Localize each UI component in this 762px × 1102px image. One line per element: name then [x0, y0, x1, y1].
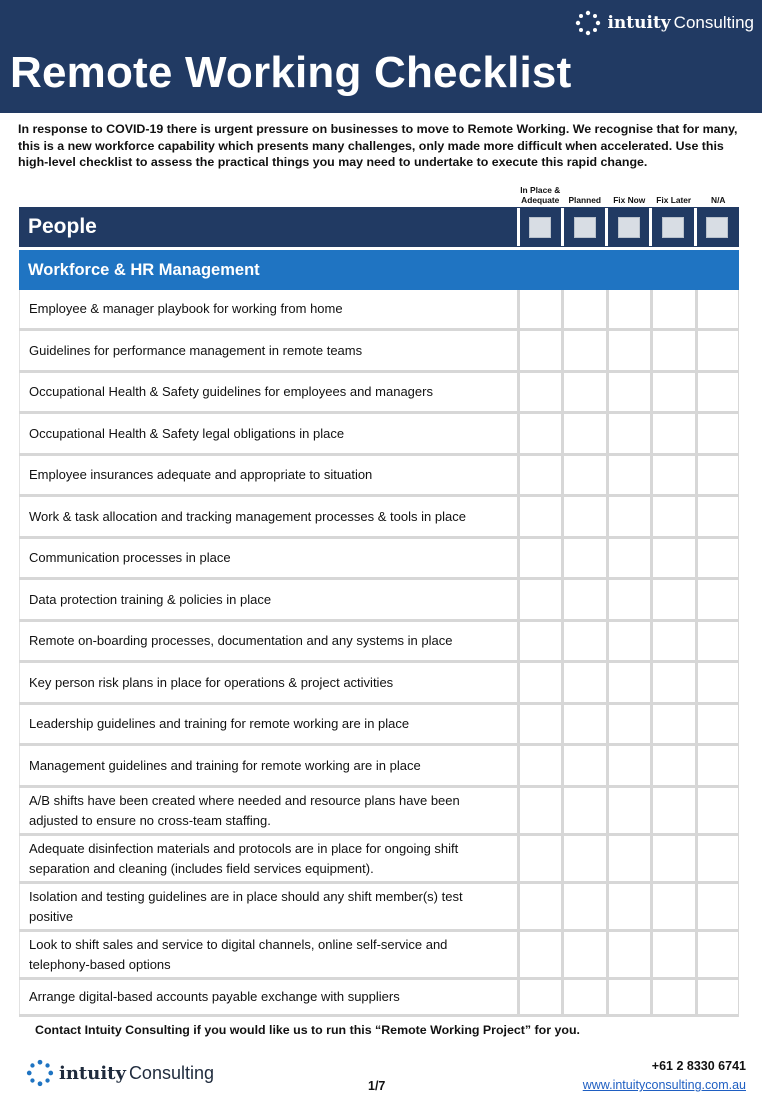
footer-logo: [26, 1059, 214, 1087]
checkbox-cell-na[interactable]: [695, 622, 739, 660]
checkbox-cell-fix-now[interactable]: [606, 539, 650, 577]
checklist-item-label: Employee insurances adequate and appropriate to situation: [19, 456, 517, 494]
section-checkbox-na[interactable]: [706, 217, 728, 238]
checklist-item-label: Adequate disinfection materials and protocols are in place for ongoing shift separation and cleaning (includes field services equipment).: [19, 836, 517, 881]
checkbox-cell-in-place[interactable]: [517, 932, 561, 977]
checkbox-cell-na[interactable]: [695, 456, 739, 494]
column-headers: [518, 182, 741, 205]
table-row: [19, 331, 739, 373]
intuity-logo-icon: [26, 1059, 54, 1087]
column-header-fix-later: Fix Later: [656, 195, 692, 205]
table-row: [19, 373, 739, 414]
checkbox-cell-fix-later[interactable]: [650, 932, 694, 977]
checkbox-cell-fix-now[interactable]: [606, 622, 650, 660]
table-row: [19, 456, 739, 497]
checkbox-cell-na[interactable]: [695, 746, 739, 785]
checkbox-cell-in-place[interactable]: [517, 414, 561, 453]
checkbox-cell-fix-later[interactable]: [650, 663, 694, 702]
checkbox-cell-fix-later[interactable]: [650, 788, 694, 833]
checkbox-cell-fix-now[interactable]: [606, 373, 650, 411]
checkbox-cell-in-place[interactable]: [517, 497, 561, 536]
checkbox-cell-fix-later[interactable]: [650, 373, 694, 411]
checklist-item-label: Look to shift sales and service to digital channels, online self-service and telephony-based options: [19, 932, 517, 977]
contact-cta: Contact Intuity Consulting if you would like us to run this “Remote Working Project” for you.: [35, 1023, 580, 1037]
checkbox-cell-fix-now[interactable]: [606, 746, 650, 785]
checkbox-cell-na[interactable]: [695, 331, 739, 370]
table-row: [19, 622, 739, 663]
checkbox-cell-fix-later[interactable]: [650, 497, 694, 536]
checkbox-cell-in-place[interactable]: [517, 980, 561, 1014]
checkbox-cell-in-place[interactable]: [517, 788, 561, 833]
checkbox-cell-fix-now[interactable]: [606, 663, 650, 702]
checkbox-cell-in-place[interactable]: [517, 331, 561, 370]
checkbox-cell-in-place[interactable]: [517, 663, 561, 702]
header-banner: [0, 0, 762, 113]
checkbox-cell-fix-now[interactable]: [606, 836, 650, 881]
checkbox-cell-fix-later[interactable]: [650, 622, 694, 660]
subsection-title: Workforce & HR Management: [19, 250, 739, 290]
checkbox-cell-in-place[interactable]: [517, 705, 561, 743]
column-header-in-place: In Place & Adequate: [520, 185, 561, 205]
intro-paragraph: In response to COVID-19 there is urgent pressure on businesses to move to Remote Working. We recognise that for many, this is a new workforce capability which presents many challenges, only made more difficult when accelerated. Use this high-level checklist to assess the practical things you may need to undertake to execute this rapid change.: [18, 122, 738, 169]
table-row: [19, 788, 739, 836]
table-row: [19, 980, 739, 1017]
checkbox-cell-na[interactable]: [695, 932, 739, 977]
section-checkbox-fix-now[interactable]: [618, 217, 640, 238]
checklist-item-label: Guidelines for performance management in remote teams: [19, 331, 517, 370]
table-row: [19, 884, 739, 932]
checkbox-cell-na[interactable]: [695, 539, 739, 577]
checklist-item-label: Remote on-boarding processes, documentation and any systems in place: [19, 622, 517, 660]
checklist-table: [19, 207, 739, 1017]
checklist-item-label: Communication processes in place: [19, 539, 517, 577]
checkbox-cell-planned[interactable]: [561, 414, 605, 453]
checklist-item-label: Occupational Health & Safety guidelines for employees and managers: [19, 373, 517, 411]
checkbox-cell-fix-now[interactable]: [606, 331, 650, 370]
section-checkbox-in-place[interactable]: [529, 217, 551, 238]
checkbox-cell-fix-later[interactable]: [650, 331, 694, 370]
checkbox-cell-planned[interactable]: [561, 290, 605, 328]
checkbox-cell-na[interactable]: [695, 884, 739, 929]
checkbox-cell-planned[interactable]: [561, 705, 605, 743]
checkbox-cell-fix-later[interactable]: [650, 414, 694, 453]
table-row: [19, 663, 739, 705]
checkbox-cell-planned[interactable]: [561, 331, 605, 370]
section-checkbox-planned[interactable]: [574, 217, 596, 238]
checkbox-cell-fix-now[interactable]: [606, 932, 650, 977]
table-row: [19, 414, 739, 456]
section-title: People: [28, 215, 97, 238]
checkbox-cell-planned[interactable]: [561, 580, 605, 619]
checkbox-cell-in-place[interactable]: [517, 290, 561, 328]
checkbox-cell-planned[interactable]: [561, 884, 605, 929]
checkbox-cell-fix-now[interactable]: [606, 980, 650, 1014]
page-title: Remote Working Checklist: [10, 48, 572, 97]
brand-name-light: Consulting: [673, 13, 754, 32]
page-number: 1/7: [368, 1079, 386, 1093]
checkbox-cell-fix-later[interactable]: [650, 539, 694, 577]
checkbox-cell-na[interactable]: [695, 836, 739, 881]
table-row: [19, 705, 739, 746]
checkbox-cell-in-place[interactable]: [517, 884, 561, 929]
checkbox-cell-na[interactable]: [695, 373, 739, 411]
website-link[interactable]: www.intuityconsulting.com.au: [582, 1078, 746, 1092]
checklist-item-label: Data protection training & policies in place: [19, 580, 517, 619]
footer-brand-light: Consulting: [128, 1062, 214, 1083]
checkbox-cell-planned[interactable]: [561, 373, 605, 411]
column-header-planned: Planned: [568, 195, 602, 205]
checkbox-cell-fix-now[interactable]: [606, 884, 650, 929]
checkbox-cell-fix-now[interactable]: [606, 290, 650, 328]
checkbox-cell-na[interactable]: [695, 663, 739, 702]
checkbox-cell-fix-later[interactable]: [650, 580, 694, 619]
checkbox-cell-planned[interactable]: [561, 836, 605, 881]
checkbox-cell-in-place[interactable]: [517, 622, 561, 660]
checkbox-cell-in-place[interactable]: [517, 836, 561, 881]
checkbox-cell-planned[interactable]: [561, 663, 605, 702]
brand-name-bold: intuity: [607, 13, 671, 33]
checkbox-cell-planned[interactable]: [561, 980, 605, 1014]
checkbox-cell-planned[interactable]: [561, 497, 605, 536]
table-row: [19, 290, 739, 331]
column-header-fix-now: Fix Now: [613, 195, 646, 205]
checkbox-cell-planned[interactable]: [561, 539, 605, 577]
phone-number: +61 2 8330 6741: [651, 1059, 746, 1073]
checkbox-cell-fix-later[interactable]: [650, 456, 694, 494]
table-row: [19, 746, 739, 788]
section-header-row: [19, 207, 739, 247]
checkbox-cell-in-place[interactable]: [517, 373, 561, 411]
checklist-item-label: A/B shifts have been created where needed and resource plans have been adjusted to ensure no cross-team staffing.: [19, 788, 517, 833]
checkbox-cell-na[interactable]: [695, 497, 739, 536]
checkbox-cell-fix-later[interactable]: [650, 746, 694, 785]
table-row: [19, 836, 739, 884]
checklist-item-label: Isolation and testing guidelines are in place should any shift member(s) test positive: [19, 884, 517, 929]
checkbox-cell-fix-now[interactable]: [606, 788, 650, 833]
checklist-item-label: Leadership guidelines and training for remote working are in place: [19, 705, 517, 743]
checklist-item-label: Arrange digital-based accounts payable exchange with suppliers: [19, 980, 517, 1014]
checkbox-cell-na[interactable]: [695, 788, 739, 833]
checkbox-cell-na[interactable]: [695, 980, 739, 1014]
checkbox-cell-planned[interactable]: [561, 456, 605, 494]
checkbox-cell-in-place[interactable]: [517, 580, 561, 619]
checkbox-cell-planned[interactable]: [561, 622, 605, 660]
checkbox-cell-in-place[interactable]: [517, 456, 561, 494]
checkbox-cell-fix-later[interactable]: [650, 836, 694, 881]
section-checkbox-fix-later[interactable]: [662, 217, 684, 238]
checkbox-cell-na[interactable]: [695, 290, 739, 328]
checkbox-cell-fix-now[interactable]: [606, 414, 650, 453]
footer-brand-bold: intuity: [59, 1062, 126, 1084]
checkbox-cell-fix-later[interactable]: [650, 290, 694, 328]
column-header-na: N/A: [711, 195, 726, 205]
table-row: [19, 497, 739, 539]
checklist-item-label: Key person risk plans in place for operations & project activities: [19, 663, 517, 702]
checkbox-cell-in-place[interactable]: [517, 539, 561, 577]
header-logo: [575, 10, 754, 36]
checkbox-cell-fix-now[interactable]: [606, 497, 650, 536]
checkbox-cell-planned[interactable]: [561, 746, 605, 785]
checkbox-cell-fix-now[interactable]: [606, 456, 650, 494]
checkbox-cell-fix-now[interactable]: [606, 580, 650, 619]
checklist-item-label: Work & task allocation and tracking management processes & tools in place: [19, 497, 517, 536]
checkbox-cell-fix-later[interactable]: [650, 705, 694, 743]
checklist-item-label: Management guidelines and training for remote working are in place: [19, 746, 517, 785]
table-row: [19, 539, 739, 580]
intuity-logo-icon: [575, 10, 601, 36]
table-row: [19, 932, 739, 980]
checkbox-cell-planned[interactable]: [561, 788, 605, 833]
checklist-item-label: Occupational Health & Safety legal obligations in place: [19, 414, 517, 453]
checkbox-cell-fix-now[interactable]: [606, 705, 650, 743]
checkbox-cell-planned[interactable]: [561, 932, 605, 977]
table-row: [19, 580, 739, 622]
checkbox-cell-na[interactable]: [695, 705, 739, 743]
checkbox-cell-na[interactable]: [695, 580, 739, 619]
checkbox-cell-fix-later[interactable]: [650, 980, 694, 1014]
checkbox-cell-fix-later[interactable]: [650, 884, 694, 929]
checklist-item-label: Employee & manager playbook for working from home: [19, 290, 517, 328]
checkbox-cell-in-place[interactable]: [517, 746, 561, 785]
checkbox-cell-na[interactable]: [695, 414, 739, 453]
checklist-items: [19, 290, 739, 1017]
